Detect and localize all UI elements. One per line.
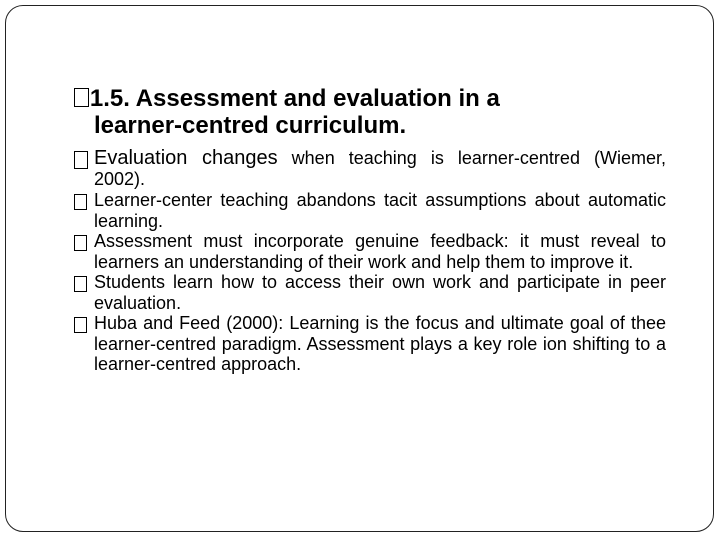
list-item-text: Students learn how to access their own work and participate in peer evaluation. [94, 272, 666, 313]
list-item-text: Learner-center teaching abandons tacit assumptions about automatic learning. [94, 190, 666, 231]
list-item-lead: Evaluation changes [94, 147, 278, 169]
bullet-box-icon [74, 317, 87, 333]
title-line-1: 1.5. Assessment and evaluation in a [89, 85, 500, 112]
slide-title [74, 85, 674, 139]
bullet-box-icon [74, 194, 87, 210]
bullet-box-icon [74, 235, 87, 251]
bullet-box-icon [74, 151, 88, 169]
list-item [74, 272, 666, 313]
list-item-text: Huba and Feed (2000): Learning is the focus and ultimate goal of thee learner-centred paradigm. Assessment plays a key role ion shifting to a learner-centred approach. [94, 313, 666, 374]
list-item [74, 190, 666, 231]
bullet-list [74, 148, 666, 375]
list-item [74, 148, 666, 189]
title-line-2: learner-centred curriculum. [94, 112, 407, 139]
list-item-text: Assessment must incorporate genuine feedback: it must reveal to learners an understanding of their work and help them to improve it. [94, 231, 666, 272]
list-item [74, 231, 666, 272]
list-item [74, 313, 666, 375]
bullet-box-icon [74, 276, 87, 292]
title-bullet-icon [74, 88, 89, 107]
list-item-text: when teaching is learner-centred (Wiemer, 2002). [94, 148, 666, 189]
